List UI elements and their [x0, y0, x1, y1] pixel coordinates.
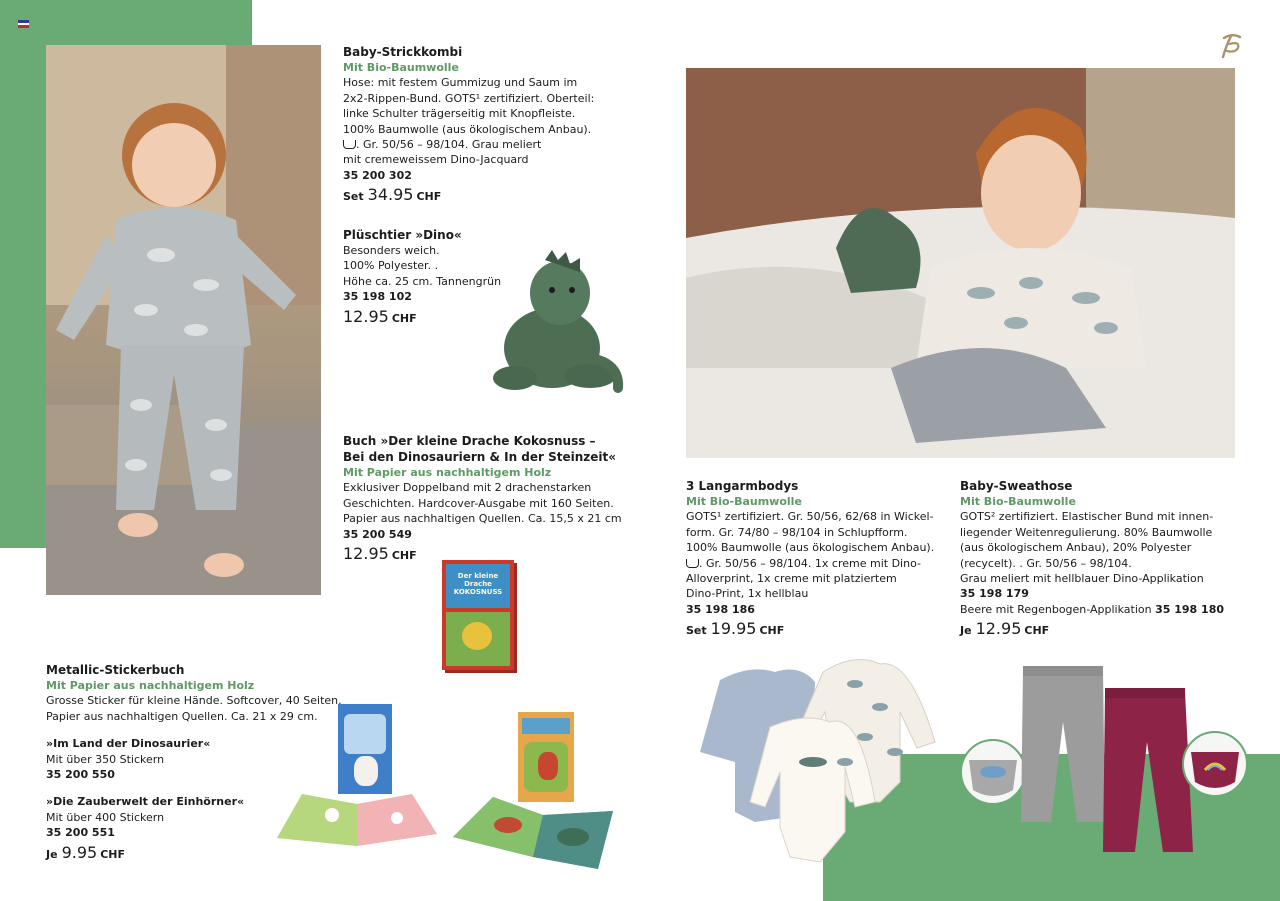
language-flag-icon[interactable]: [18, 20, 29, 28]
strickkombi-desc: 2x2-Rippen-Bund. GOTS¹ zertifiziert. Oberteil:: [343, 91, 595, 105]
sticker-desc: Grosse Sticker für kleine Hände. Softcover, 40 Seiten.: [46, 694, 342, 708]
bodys-desc: 100% Baumwolle (aus ökologischem Anbau).: [686, 541, 935, 555]
buch-price: 12.95 CHF: [343, 544, 417, 564]
bodys-title: 3 Langarmbodys: [686, 479, 799, 493]
plueschtier-price: 12.95 CHF: [343, 306, 417, 326]
sweathose-desc: (aus ökologischem Anbau), 20% Polyester: [960, 541, 1192, 555]
sweathose-subtitle: Mit Bio-Baumwolle: [960, 495, 1076, 508]
strickkombi-price: Set 34.95 CHF: [343, 185, 442, 205]
bodys-desc: Dino-Print, 1x hellblau: [686, 587, 809, 601]
buch-article-number: 35 200 549: [343, 527, 412, 541]
bodys-price: Set 19.95 CHF: [686, 619, 785, 639]
sticker-variant-title: »Die Zauberwelt der Einhörner«: [46, 795, 245, 809]
langarmbodys-image: [695, 652, 945, 867]
product-plueschtier: [343, 227, 543, 326]
sticker-variant-article-number: 35 200 550: [46, 768, 115, 782]
plueschtier-desc: Besonders weich.: [343, 244, 440, 257]
bodys-desc: form. Gr. 74/80 – 98/104 in Schlupfform.: [686, 525, 908, 539]
sticker-desc: Papier aus nachhaltigen Quellen. Ca. 21 x 29 cm.: [46, 709, 318, 723]
sweathose-desc: Grau meliert mit hellblauer Dino-Applikation: [960, 572, 1204, 586]
strickkombi-article-number: 35 200 302: [343, 168, 412, 182]
sticker-variant-article-number: 35 200 551: [46, 826, 115, 840]
stickerbook-einhoerner-cover: [338, 704, 392, 794]
product-stickerbuch: [46, 662, 346, 862]
bodys-desc-wash: . Gr. 50/56 – 98/104. 1x creme mit Dino-: [686, 556, 946, 571]
buch-title: Buch »Der kleine Drache Kokosnuss –: [343, 434, 596, 448]
sweathose-variant-beere: Beere mit Regenbogen-Applikation 35 198 180: [960, 602, 1224, 616]
plueschtier-title: Plüschtier »Dino«: [343, 228, 462, 242]
product-langarmbodys: [686, 478, 946, 639]
strickkombi-desc: linke Schulter trägerseitig mit Knopfleiste.: [343, 107, 576, 121]
sweathose-image: [955, 662, 1255, 862]
strickkombi-desc: 100% Baumwolle (aus ökologischem Anbau).: [343, 122, 592, 136]
wash-care-icon: [343, 140, 356, 149]
strickkombi-subtitle: Mit Bio-Baumwolle: [343, 61, 459, 74]
photo-baby-strickkombi: [46, 45, 321, 595]
strickkombi-desc: Hose: mit festem Gummizug und Saum im: [343, 76, 578, 90]
sweathose-desc: GOTS² zertifiziert. Elastischer Bund mit innen-: [960, 510, 1214, 524]
bodys-desc: Alloverprint, 1x creme mit platziertem: [686, 572, 897, 586]
buch-desc: Geschichten. Hardcover-Ausgabe mit 160 Seiten.: [343, 496, 614, 510]
sticker-title: Metallic-Stickerbuch: [46, 663, 185, 677]
plueschtier-article-number: 35 198 102: [343, 290, 412, 304]
sticker-variant-desc: Mit über 400 Stickern: [46, 810, 165, 824]
sticker-price: Je 9.95 CHF: [46, 842, 125, 862]
sweathose-price: Je 12.95 CHF: [960, 619, 1050, 639]
stickerbook-open-dinosaurier: [448, 795, 618, 875]
sweathose-title: Baby-Sweathose: [960, 479, 1073, 493]
strickkombi-desc: mit cremeweissem Dino-Jacquard: [343, 153, 529, 167]
sweathose-article-number: 35 198 179: [960, 587, 1029, 601]
sweathose-desc-wash: (recycelt). . Gr. 50/56 – 98/104.: [960, 556, 1132, 570]
plueschtier-desc-wash: 100% Polyester. .: [343, 259, 439, 273]
bodys-desc: GOTS¹ zertifiziert. Gr. 50/56, 62/68 in Wickel-: [686, 510, 934, 524]
product-buch-kokosnuss: [343, 433, 643, 563]
stickerbook-dinosaurier-cover: [518, 712, 574, 802]
sticker-variant-desc: Mit über 350 Stickern: [46, 752, 165, 766]
sticker-variant-title: »Im Land der Dinosaurier«: [46, 737, 211, 751]
strickkombi-desc-wash: . Gr. 50/56 – 98/104. Grau meliert: [343, 137, 623, 152]
sticker-subtitle: Mit Papier aus nachhaltigem Holz: [46, 679, 255, 692]
product-strickkombi: [343, 44, 623, 205]
buch-subtitle: Mit Papier aus nachhaltigem Holz: [343, 466, 552, 479]
photo-boy-langarmbody: [686, 68, 1235, 458]
book-cover-kokosnuss: [442, 560, 514, 670]
book-cover-title: Der kleine Drache KOKOSNUSS: [453, 572, 503, 596]
buch-desc: Exklusiver Doppelband mit 2 drachenstarken: [343, 481, 592, 495]
bodys-subtitle: Mit Bio-Baumwolle: [686, 495, 802, 508]
bodys-article-number: 35 198 186: [686, 602, 755, 616]
tchibo-logo-icon: [1218, 32, 1244, 60]
sweathose-desc: liegender Weitenregulierung. 80% Baumwolle: [960, 525, 1213, 539]
wash-care-icon: [686, 559, 699, 568]
strickkombi-title: Baby-Strickkombi: [343, 45, 463, 59]
product-sweathose: [960, 478, 1260, 639]
sweathose-beere-article-number: 35 198 180: [1155, 602, 1224, 616]
plueschtier-desc: Höhe ca. 25 cm. Tannengrün: [343, 274, 502, 288]
buch-title: Bei den Dinosauriern & In der Steinzeit«: [343, 450, 617, 464]
buch-desc: Papier aus nachhaltigen Quellen. Ca. 15,5 x 21 cm: [343, 512, 622, 526]
